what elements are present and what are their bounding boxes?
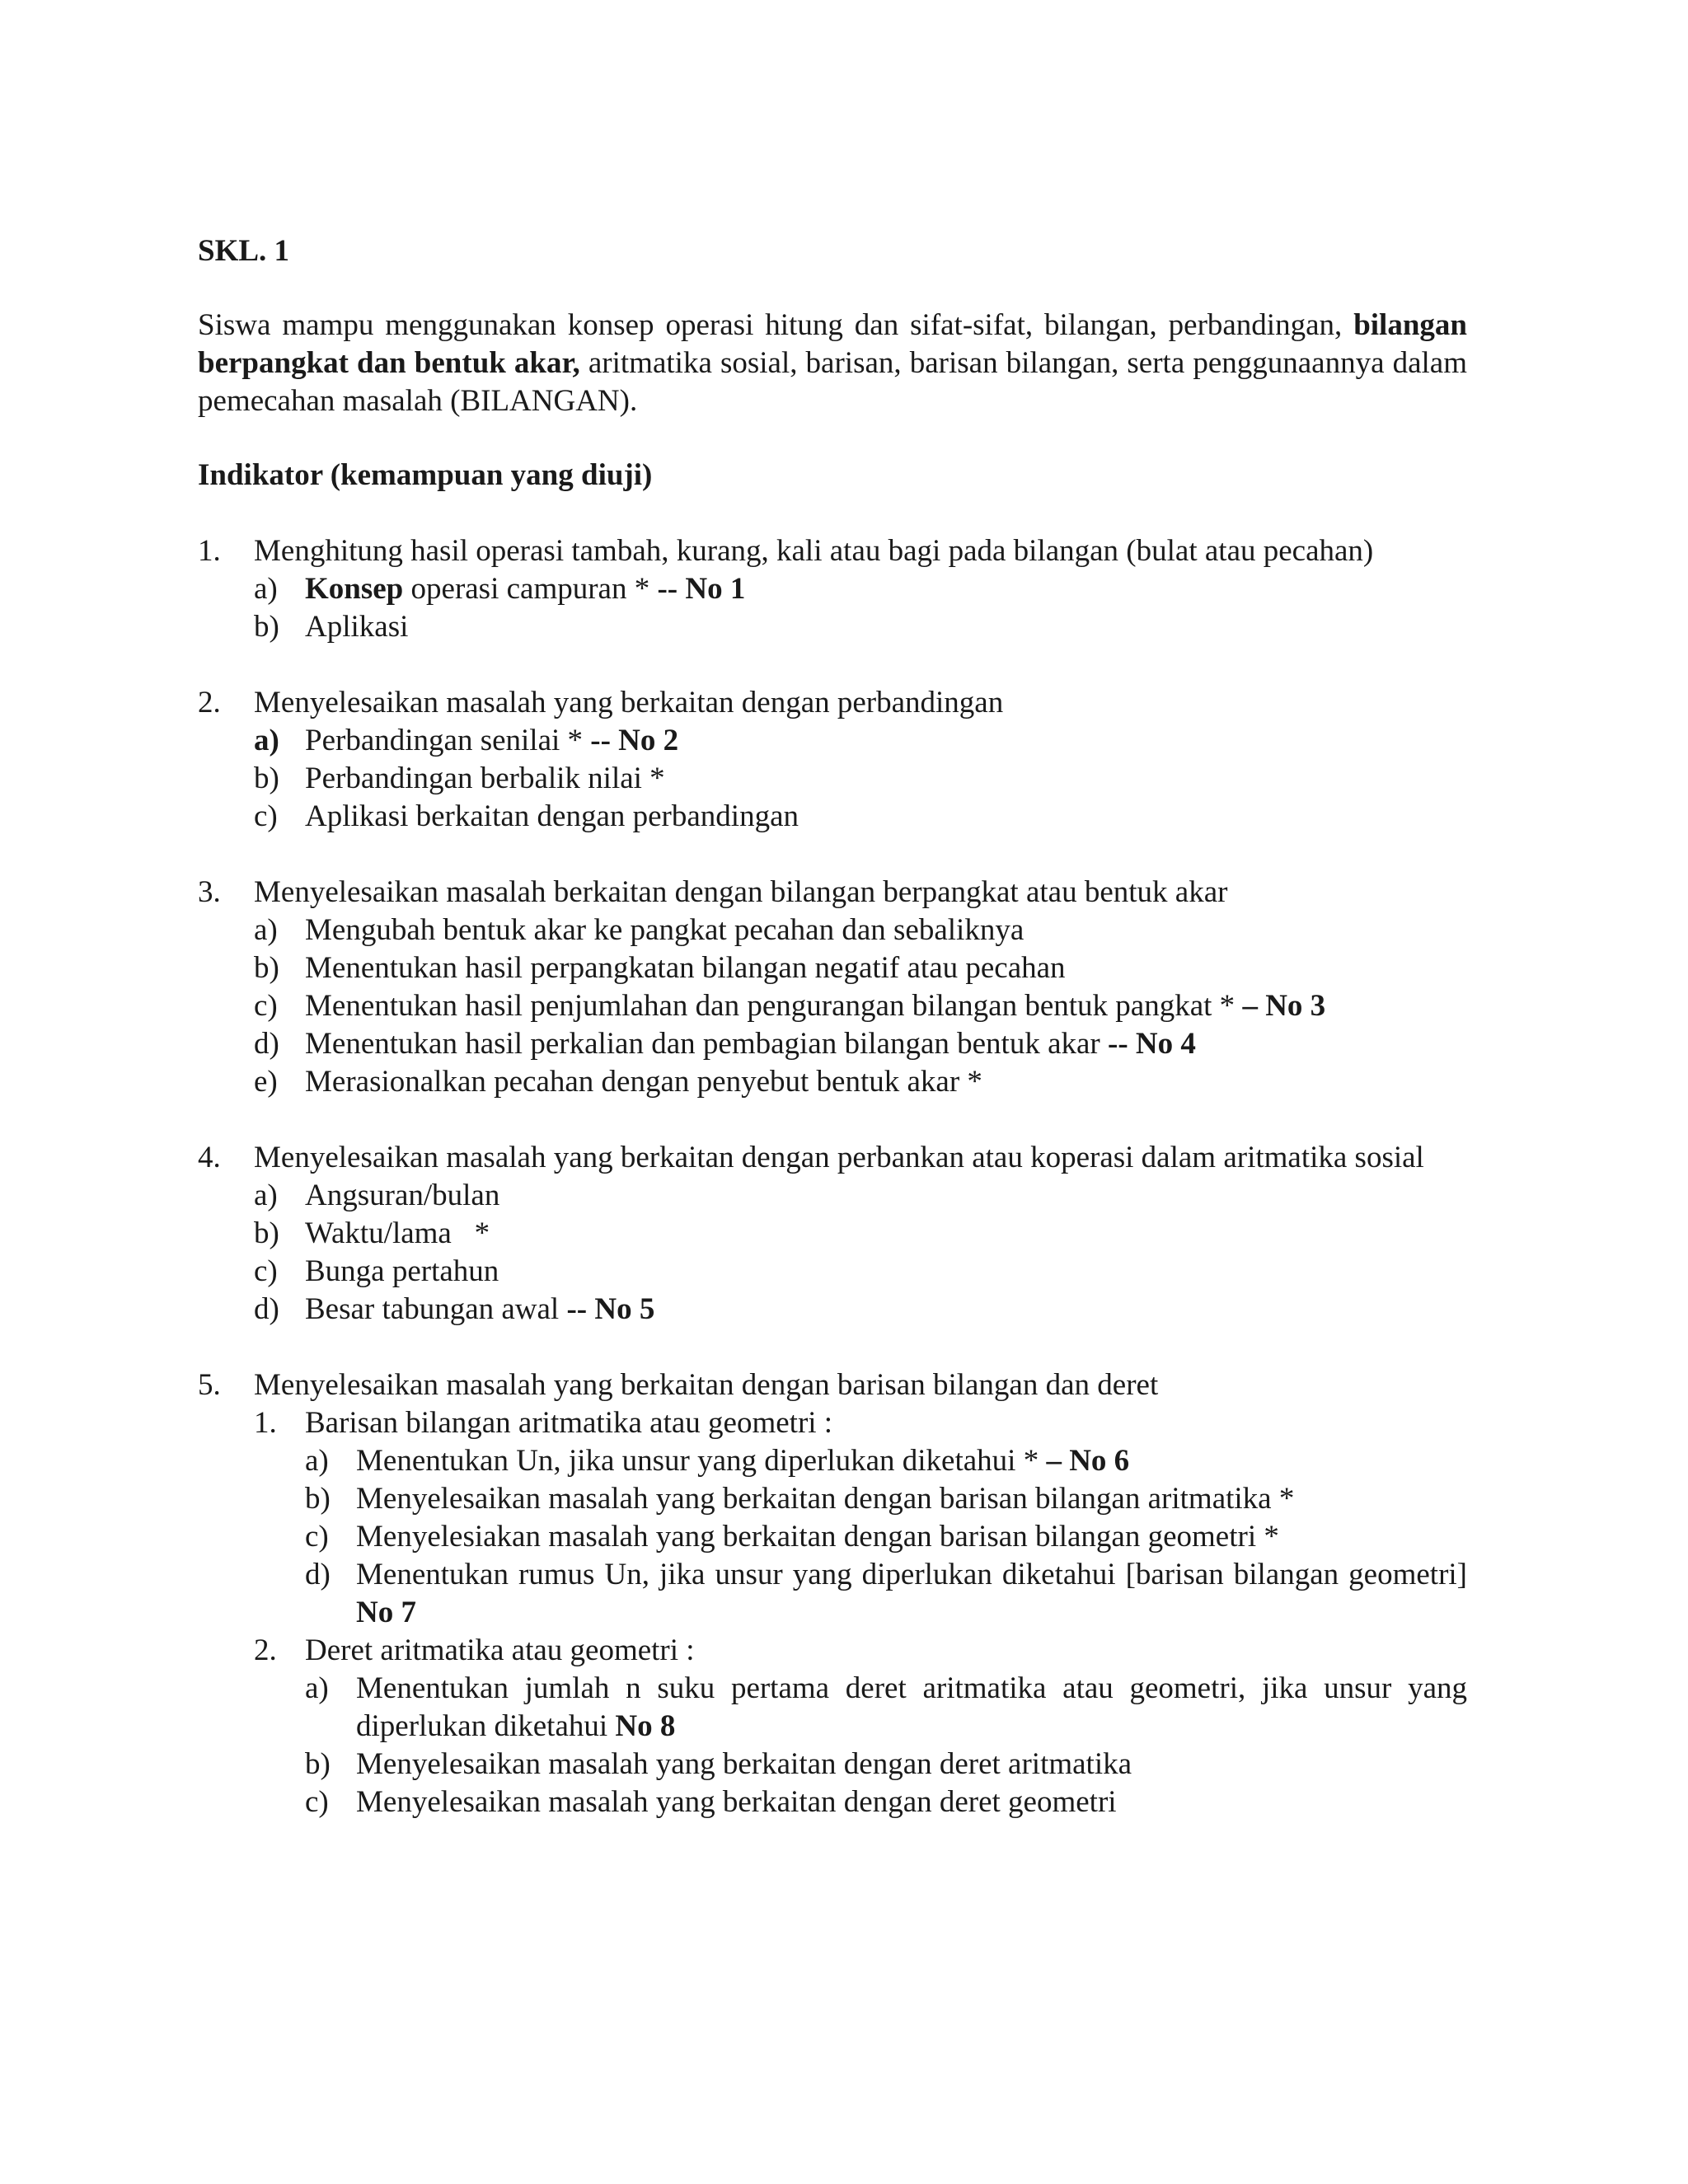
sub-item: [254, 1025, 1467, 1063]
sub-group-number: 2.: [254, 1633, 277, 1667]
sub-item-text: Waktu/lama *: [305, 1216, 490, 1250]
question-number-tag: No 7: [356, 1596, 416, 1629]
indicator-number: 1.: [198, 534, 221, 568]
question-number-tag: -- No 2: [590, 724, 679, 757]
question-number-tag: – No 6: [1046, 1444, 1130, 1478]
indicator-number: 4.: [198, 1141, 221, 1174]
intro-text-1: Siswa mampu menggunakan konsep operasi hitung dan sifat-sifat, bilangan, perbandingan,: [198, 308, 1343, 342]
sub-item-label: d): [305, 1558, 331, 1591]
sub-item: [254, 1291, 1467, 1329]
indicator-text: Menyelesaikan masalah yang berkaitan dengan perbandingan: [254, 686, 1004, 719]
sub-item: [254, 1063, 1467, 1101]
sub-item: [254, 570, 1467, 608]
sub-item-text: Aplikasi berkaitan dengan perbandingan: [305, 799, 799, 833]
sub-item-text: Menyelesaikan masalah yang berkaitan dengan deret geometri: [356, 1785, 1117, 1819]
sub-item-label: a): [254, 724, 279, 757]
sub-item-text: Menyelesiakan masalah yang berkaitan dengan barisan bilangan geometri *: [356, 1520, 1279, 1554]
indicator-number: 5.: [198, 1368, 221, 1402]
sub-item: [254, 798, 1467, 836]
sub-group-2: [254, 1632, 1467, 1821]
sub-item: [254, 608, 1467, 646]
indicator-text: Menyelesaikan masalah yang berkaitan dengan perbankan atau koperasi dalam aritmatika sosial: [254, 1141, 1424, 1174]
sub-item-text: Merasionalkan pecahan dengan penyebut bentuk akar *: [305, 1065, 982, 1099]
sub-group-title: Deret aritmatika atau geometri :: [305, 1633, 695, 1667]
question-number-tag: -- No 5: [566, 1292, 655, 1326]
indicator-text: Menyelesaikan masalah yang berkaitan dengan barisan bilangan dan deret: [254, 1368, 1159, 1402]
sub-item: [254, 1177, 1467, 1215]
sub-item-text: Menentukan rumus Un, jika unsur yang diperlukan diketahui [barisan bilangan geometri]: [356, 1558, 1506, 1591]
sub-item-text: Menyelesaikan masalah yang berkaitan dengan deret aritmatika: [356, 1747, 1132, 1781]
page-title: SKL. 1: [198, 234, 290, 268]
indicator-heading: Indikator (kemampuan yang diuji): [198, 458, 653, 492]
sub-item-text: Mengubah bentuk akar ke pangkat pecahan dan sebaliknya: [305, 913, 1025, 947]
sub-item: [305, 1746, 1467, 1783]
indicator-3: [198, 874, 1467, 1101]
sub-item-label: d): [254, 1292, 279, 1326]
sub-item-text: Besar tabungan awal: [305, 1292, 567, 1326]
indicator-4: [198, 1139, 1467, 1329]
indicator-5: [198, 1366, 1506, 1821]
sub-item-text: Perbandingan senilai *: [305, 724, 591, 757]
sub-item: [305, 1442, 1467, 1480]
question-number-tag: -- No 4: [1108, 1027, 1196, 1061]
sub-item: [305, 1518, 1467, 1556]
sub-item-text: Perbandingan berbalik nilai *: [305, 762, 665, 795]
sub-item-label: b): [254, 1216, 279, 1250]
sub-item-label: a): [254, 572, 278, 606]
sub-item-label: a): [254, 913, 278, 947]
indicator-number: 2.: [198, 686, 221, 719]
indicator-1: [198, 532, 1467, 646]
sub-item: [254, 1215, 1467, 1253]
sub-item-label: e): [254, 1065, 278, 1099]
sub-item-label: b): [254, 951, 279, 985]
sub-item: [254, 1253, 1467, 1291]
indicator-text: Menghitung hasil operasi tambah, kurang, kali atau bagi pada bilangan (bulat atau pecahan): [254, 534, 1374, 568]
sub-group-1: [254, 1404, 1506, 1632]
sub-item: [254, 987, 1467, 1025]
sub-item-text: Menentukan hasil penjumlahan dan pengurangan bilangan bentuk pangkat *: [305, 989, 1243, 1023]
sub-item-text: Menentukan hasil perkalian dan pembagian bilangan bentuk akar: [305, 1027, 1108, 1061]
intro-text-2: aritmatika sosial, barisan, barisan bilangan, serta penggunaannya dalam pemecahan masalah (BILANGAN).: [198, 346, 1467, 418]
sub-item-text: Angsuran/bulan: [305, 1179, 500, 1212]
sub-item: [305, 1480, 1467, 1518]
sub-item: [254, 912, 1467, 949]
sub-item-label: c): [254, 799, 278, 833]
sub-item-text: Menentukan jumlah n suku pertama deret aritmatika atau geometri, jika unsur yang diperlukan diketahui: [356, 1671, 1467, 1743]
sub-item-text: Aplikasi: [305, 610, 409, 644]
skl-description: [198, 307, 1467, 420]
sub-item: [254, 949, 1467, 987]
sub-item-label: b): [305, 1482, 331, 1516]
sub-item: [305, 1783, 1467, 1821]
indicator-text: Menyelesaikan masalah berkaitan dengan bilangan berpangkat atau bentuk akar: [254, 875, 1228, 909]
sub-item-label: c): [254, 989, 278, 1023]
sub-item-text: Bunga pertahun: [305, 1254, 499, 1288]
document-content: [198, 232, 1506, 1859]
question-number-tag: – No 3: [1242, 989, 1326, 1023]
sub-item-label: c): [305, 1520, 329, 1554]
sub-group-title: Barisan bilangan aritmatika atau geometri :: [305, 1406, 833, 1440]
indicator-2: [198, 684, 1467, 836]
sub-item-label: b): [254, 610, 279, 644]
sub-item: [254, 760, 1467, 798]
indicator-number: 3.: [198, 875, 221, 909]
sub-item-text: Menentukan hasil perpangkatan bilangan negatif atau pecahan: [305, 951, 1066, 985]
sub-item-text: Menentukan Un, jika unsur yang diperlukan diketahui *: [356, 1444, 1047, 1478]
sub-group-number: 1.: [254, 1406, 277, 1440]
intro-bold-text: bilangan berpangkat dan bentuk akar,: [198, 308, 1467, 380]
question-number-tag: No 8: [615, 1709, 676, 1743]
sub-item-label: a): [305, 1671, 329, 1705]
sub-item-label: a): [254, 1179, 278, 1212]
sub-item-label: c): [254, 1254, 278, 1288]
sub-item-label: a): [305, 1444, 329, 1478]
sub-item-text: operasi campuran *: [403, 572, 658, 606]
sub-item: [305, 1670, 1467, 1746]
sub-item-bold: Konsep: [305, 572, 404, 606]
sub-item-text: Menyelesaikan masalah yang berkaitan dengan barisan bilangan aritmatika *: [356, 1482, 1295, 1516]
question-number-tag: -- No 1: [657, 572, 746, 606]
sub-item-label: c): [305, 1785, 329, 1819]
sub-item: [305, 1556, 1506, 1632]
sub-item-label: b): [254, 762, 279, 795]
sub-item-label: d): [254, 1027, 279, 1061]
sub-item: [254, 722, 1467, 760]
sub-item-label: b): [305, 1747, 331, 1781]
